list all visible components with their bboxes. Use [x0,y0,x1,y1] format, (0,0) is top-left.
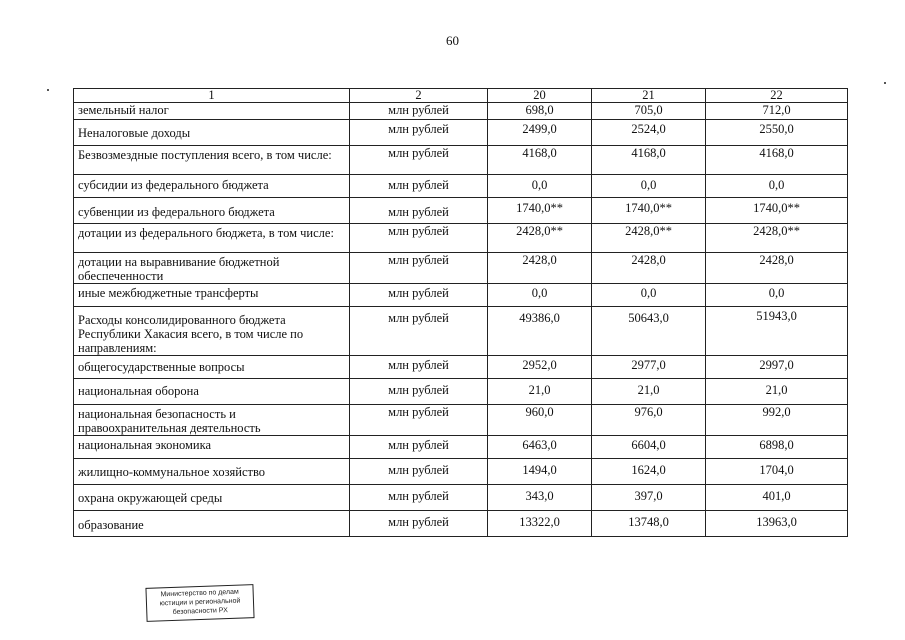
value-21: 6604,0 [592,436,706,459]
value-20: 21,0 [488,379,592,405]
row-label: дотации на выравнивание бюджетной обеспеченности [74,253,350,284]
value-20: 343,0 [488,485,592,511]
row-unit: млн рублей [350,356,488,379]
value-21: 1740,0** [592,198,706,224]
value-21: 976,0 [592,405,706,436]
value-22: 0,0 [706,175,848,198]
row-label: Безвозмездные поступления всего, в том числе: [74,146,350,175]
value-22: 2428,0 [706,253,848,284]
value-21: 13748,0 [592,511,706,537]
row-label: земельный налог [74,103,350,120]
row-label: дотации из федерального бюджета, в том числе: [74,224,350,253]
row-label: охрана окружающей среды [74,485,350,511]
value-21: 50643,0 [592,307,706,356]
scan-dot [884,82,886,84]
table-row [74,253,848,284]
row-unit: млн рублей [350,485,488,511]
value-21: 2428,0** [592,224,706,253]
row-label: общегосударственные вопросы [74,356,350,379]
row-unit: млн рублей [350,307,488,356]
scan-dot [47,89,49,91]
value-22: 401,0 [706,485,848,511]
page-number: 60 [446,33,459,48]
value-21: 2524,0 [592,120,706,146]
header-row [74,89,848,103]
row-unit: млн рублей [350,146,488,175]
row-unit: млн рублей [350,284,488,307]
stamp-line: безопасности РХ [172,607,229,616]
value-22: 712,0 [706,103,848,120]
row-label: национальная безопасность и правоохранительная деятельность [74,405,350,436]
value-20: 2428,0 [488,253,592,284]
value-20: 1494,0 [488,459,592,485]
table-row [74,379,848,405]
row-label: национальная оборона [74,379,350,405]
value-21: 0,0 [592,175,706,198]
value-21: 21,0 [592,379,706,405]
table-row [74,511,848,537]
value-20: 13322,0 [488,511,592,537]
row-unit: млн рублей [350,253,488,284]
column-header: 2 [350,89,488,103]
value-21: 2977,0 [592,356,706,379]
table-row [74,146,848,175]
table-row [74,224,848,253]
value-22: 6898,0 [706,436,848,459]
value-21: 2428,0 [592,253,706,284]
row-label: субсидии из федерального бюджета [74,175,350,198]
value-20: 0,0 [488,175,592,198]
column-header: 22 [706,89,848,103]
row-label: образование [74,511,350,537]
value-20: 1740,0** [488,198,592,224]
table-row [74,284,848,307]
column-header: 1 [74,89,350,103]
value-21: 4168,0 [592,146,706,175]
budget-table [73,88,848,537]
value-22: 1704,0 [706,459,848,485]
row-unit: млн рублей [350,379,488,405]
row-label: национальная экономика [74,436,350,459]
value-20: 2952,0 [488,356,592,379]
row-unit: млн рублей [350,120,488,146]
stamp-line: Министерство по делам [160,588,239,599]
row-label: Расходы консолидированного бюджета Республики Хакасия всего, в том числе по направлениям: [74,307,350,356]
value-20: 0,0 [488,284,592,307]
table-row [74,175,848,198]
value-21: 705,0 [592,103,706,120]
table-row [74,436,848,459]
value-22: 0,0 [706,284,848,307]
value-21: 0,0 [592,284,706,307]
row-unit: млн рублей [350,103,488,120]
table-row [74,356,848,379]
table-row [74,198,848,224]
table-row [74,485,848,511]
value-21: 1624,0 [592,459,706,485]
value-22: 992,0 [706,405,848,436]
column-header: 20 [488,89,592,103]
stamp-line: юстиции и региональной [159,597,241,608]
row-unit: млн рублей [350,198,488,224]
row-label: иные межбюджетные трансферты [74,284,350,307]
value-22: 21,0 [706,379,848,405]
value-20: 6463,0 [488,436,592,459]
value-22: 51943,0 [706,307,848,356]
value-20: 2428,0** [488,224,592,253]
row-label: Неналоговые доходы [74,120,350,146]
table-row [74,405,848,436]
row-unit: млн рублей [350,511,488,537]
row-label: субвенции из федерального бюджета [74,198,350,224]
column-header: 21 [592,89,706,103]
value-20: 960,0 [488,405,592,436]
row-unit: млн рублей [350,224,488,253]
row-unit: млн рублей [350,175,488,198]
row-unit: млн рублей [350,459,488,485]
value-20: 49386,0 [488,307,592,356]
value-22: 4168,0 [706,146,848,175]
value-20: 698,0 [488,103,592,120]
value-22: 2550,0 [706,120,848,146]
value-22: 2428,0** [706,224,848,253]
ministry-stamp [145,584,254,622]
row-unit: млн рублей [350,436,488,459]
value-20: 4168,0 [488,146,592,175]
table-row [74,459,848,485]
row-unit: млн рублей [350,405,488,436]
value-22: 13963,0 [706,511,848,537]
table-row [74,120,848,146]
value-22: 1740,0** [706,198,848,224]
table-row [74,307,848,356]
value-20: 2499,0 [488,120,592,146]
value-22: 2997,0 [706,356,848,379]
value-21: 397,0 [592,485,706,511]
table-row [74,103,848,120]
row-label: жилищно-коммунальное хозяйство [74,459,350,485]
